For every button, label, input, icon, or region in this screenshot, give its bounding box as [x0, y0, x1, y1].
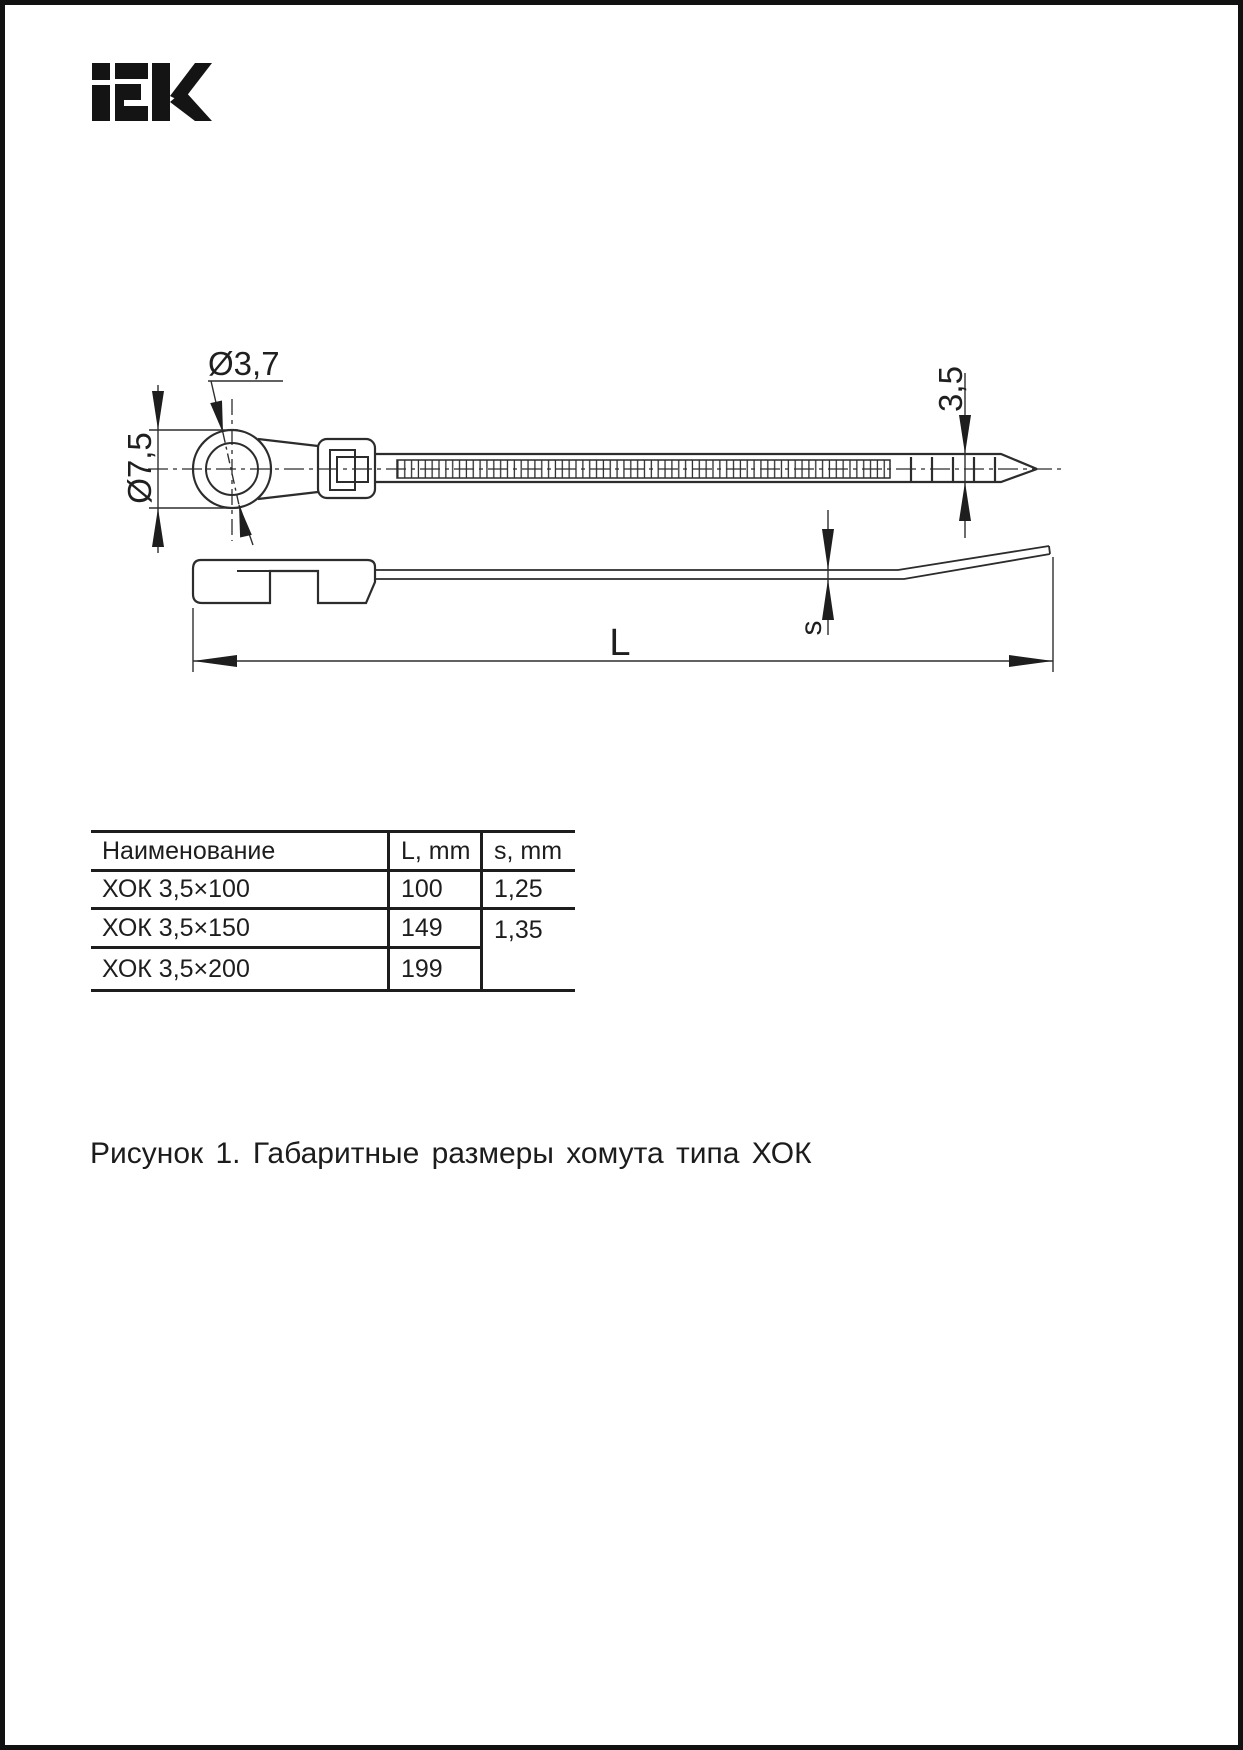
column-header-length: L, mm [387, 833, 480, 872]
table-cell-length: 149 [387, 910, 480, 949]
arrowhead [959, 482, 971, 521]
strap-thickness-dimension [795, 510, 834, 636]
dim-label-strap-thickness: s [795, 620, 828, 636]
head-profile [193, 560, 375, 603]
arrowhead [152, 508, 164, 547]
arrowhead [1009, 655, 1053, 667]
strap-profile [375, 546, 1050, 579]
table-cell-name: ХОК 3,5×200 [102, 954, 250, 983]
dim-label-strap-width: 3,5 [932, 366, 969, 412]
arrowhead [193, 655, 237, 667]
top-view [148, 399, 1063, 541]
column-header-thickness: s, mm [480, 833, 575, 872]
arrowhead [959, 415, 971, 454]
arrowhead [152, 391, 164, 430]
table-cell-thickness: 1,25 [480, 872, 575, 910]
table-cell-name: ХОК 3,5×100 [91, 872, 387, 910]
spec-table [91, 830, 575, 992]
strap-teeth [397, 460, 890, 478]
column-header-name: Наименование [91, 833, 387, 872]
length-dimension [193, 557, 1053, 672]
arrowhead [822, 579, 834, 620]
dimension-drawing [5, 5, 1243, 765]
strap-width-dimension [932, 366, 971, 538]
figure-caption: Рисунок 1. Габаритные размеры хомута типа ХОК [90, 1137, 812, 1170]
table-cell-length: 100 [387, 872, 480, 910]
side-view [193, 546, 1050, 603]
dim-label-hole-diameter: Ø3,7 [208, 345, 280, 382]
table-cell-length: 199 [387, 949, 480, 989]
table-cell-thickness-merged: 1,35 [480, 910, 575, 989]
arrowhead [239, 505, 252, 538]
dim-label-overall-length: L [609, 622, 631, 664]
table-cell-name: ХОК 3,5×150 [91, 910, 387, 949]
arrowhead [822, 529, 834, 570]
arrowhead [210, 401, 223, 434]
hole-diameter-dimension [208, 345, 283, 545]
dim-label-head-diameter: Ø7,5 [121, 432, 158, 504]
